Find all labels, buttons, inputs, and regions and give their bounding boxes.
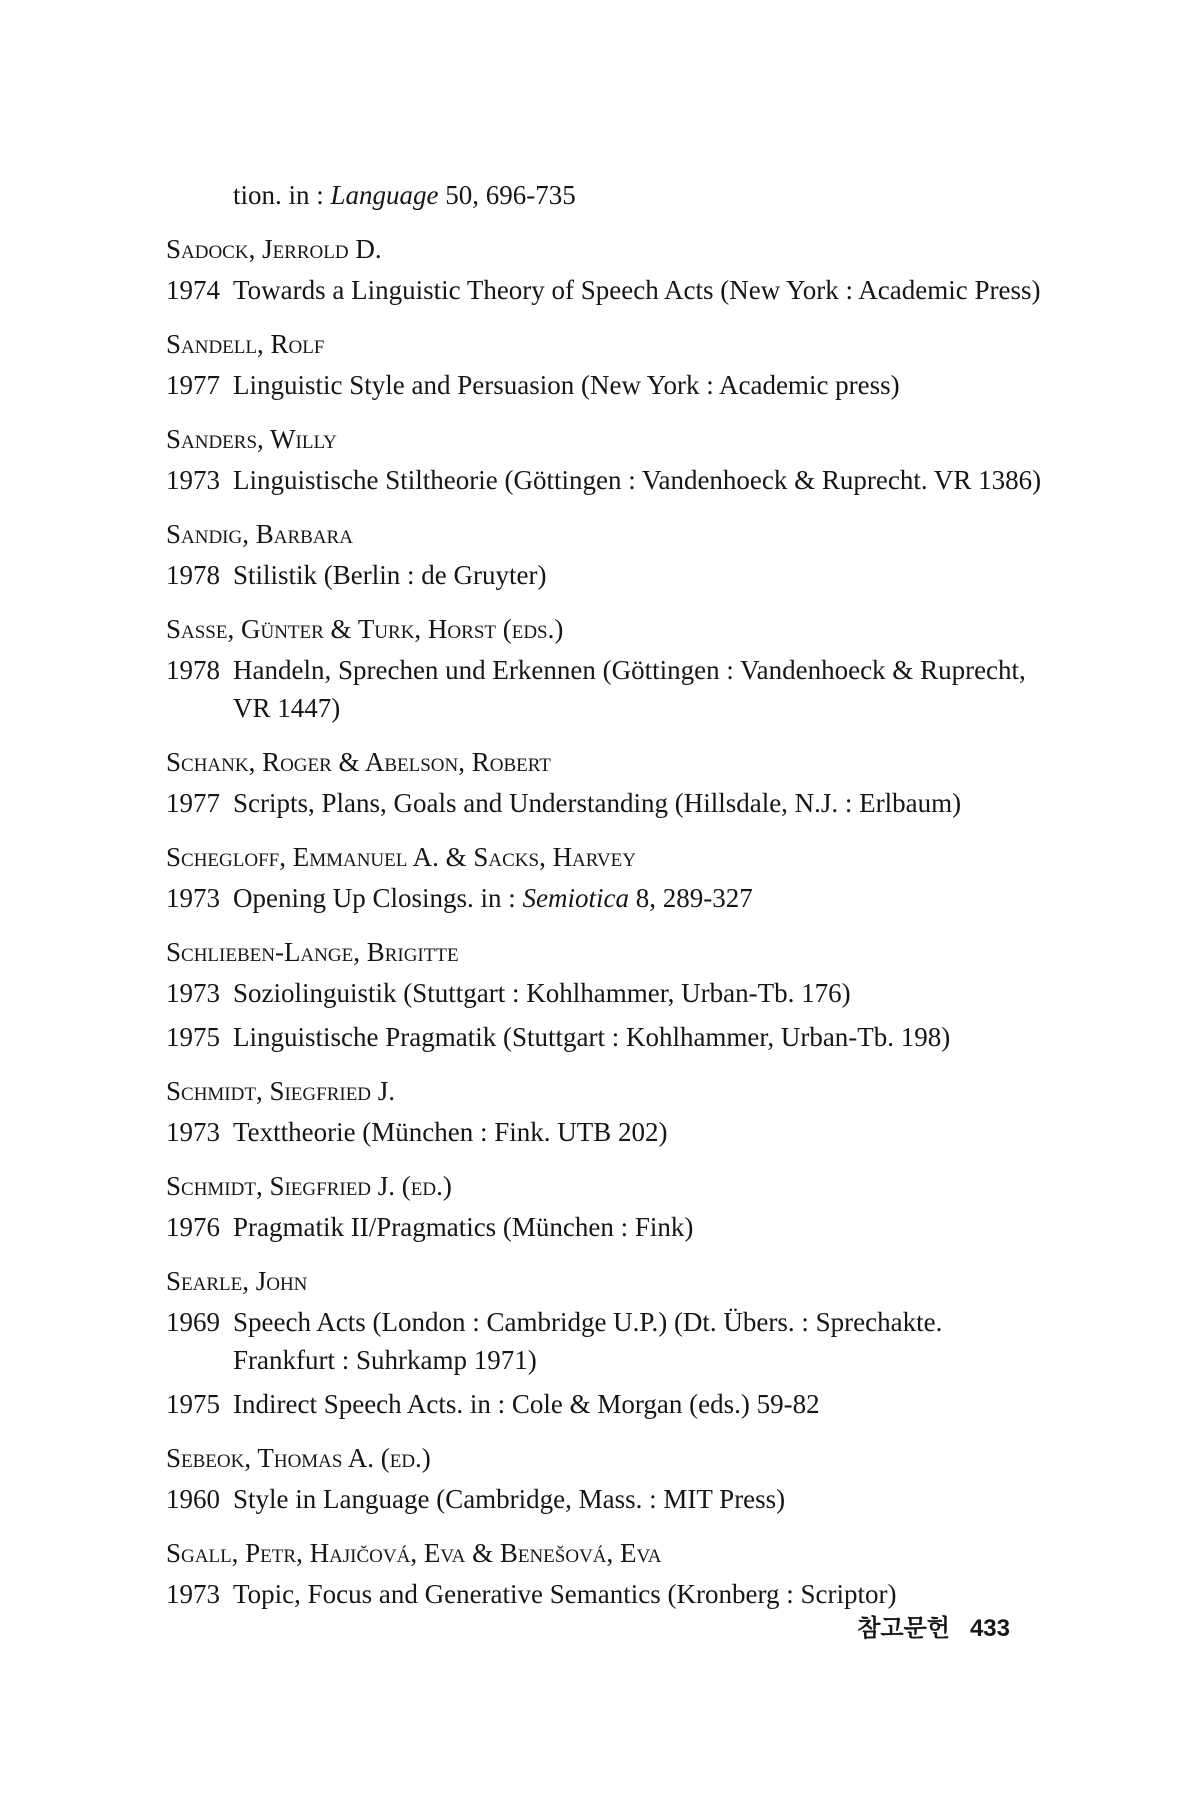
work-text: Scripts, Plans, Goals and Understanding (Hillsdale, N.J. : Erlbaum) [233, 788, 962, 818]
author: Sandig, Barbara [166, 519, 353, 549]
bib-entry [166, 1072, 1046, 1151]
bib-entry [166, 420, 1046, 499]
work [166, 1385, 1046, 1423]
author: Sandell, Rolf [166, 329, 325, 359]
author: Schmidt, Siegfried J. (ed.) [166, 1171, 452, 1201]
year: 1975 [166, 1022, 220, 1052]
work [166, 1208, 1046, 1246]
work-text: Stilistik (Berlin : de Gruyter) [233, 560, 547, 590]
year: 1960 [166, 1484, 220, 1514]
work-text: Texttheorie (München : Fink. UTB 202) [233, 1117, 668, 1147]
author: Sadock, Jerrold D. [166, 234, 382, 264]
continuation-text: tion. in : [233, 180, 331, 210]
bib-entry [166, 230, 1046, 309]
bib-entry [166, 1262, 1046, 1423]
work [166, 651, 1046, 727]
work-text: Pragmatik II/Pragmatics (München : Fink) [233, 1212, 694, 1242]
work-text-pre: Opening Up Closings. in : [233, 883, 523, 913]
work [166, 1575, 1046, 1613]
author: Sasse, Günter & Turk, Horst (eds.) [166, 614, 564, 644]
author: Schlieben-Lange, Brigitte [166, 937, 459, 967]
year: 1978 [166, 655, 220, 685]
work-text: Linguistische Stiltheorie (Göttingen : Vandenhoeck & Ruprecht. VR 1386) [233, 465, 1042, 495]
work [166, 1303, 1046, 1379]
work-text: Handeln, Sprechen und Erkennen (Göttingen : Vandenhoeck & Ruprecht, VR 1447) [233, 655, 1026, 723]
year: 1973 [166, 978, 220, 1008]
bibliography [166, 176, 1046, 1629]
work [166, 366, 1046, 404]
year: 1977 [166, 788, 220, 818]
bib-entry [166, 515, 1046, 594]
year: 1975 [166, 1389, 220, 1419]
bib-entry [166, 610, 1046, 727]
work-text: Soziolinguistik (Stuttgart : Kohlhammer, Urban-Tb. 176) [233, 978, 851, 1008]
bib-entry [166, 933, 1046, 1056]
work [166, 461, 1046, 499]
work-text: Indirect Speech Acts. in : Cole & Morgan (eds.) 59-82 [233, 1389, 820, 1419]
work-text [233, 879, 1046, 917]
work [166, 271, 1046, 309]
journal-title: Language [330, 180, 439, 210]
bib-entry [166, 743, 1046, 822]
year: 1974 [166, 275, 220, 305]
continued-entry [166, 176, 1046, 214]
bib-entry [166, 1439, 1046, 1518]
work [166, 879, 1046, 917]
work [166, 974, 1046, 1012]
work [166, 556, 1046, 594]
bib-entry [166, 1534, 1046, 1613]
year: 1973 [166, 1117, 220, 1147]
author: Searle, John [166, 1266, 308, 1296]
work-text: Topic, Focus and Generative Semantics (Kronberg : Scriptor) [233, 1579, 897, 1609]
year: 1977 [166, 370, 220, 400]
page-number: 433 [969, 1615, 1010, 1642]
year: 1973 [166, 1579, 220, 1609]
work-text: Linguistic Style and Persuasion (New York : Academic press) [233, 370, 900, 400]
work [166, 784, 1046, 822]
author: Sanders, Willy [166, 424, 337, 454]
year: 1973 [166, 883, 220, 913]
year: 1969 [166, 1307, 220, 1337]
page-footer [857, 1610, 1010, 1648]
year: 1978 [166, 560, 220, 590]
bib-entry [166, 325, 1046, 404]
bib-entry [166, 1167, 1046, 1246]
work-text: Towards a Linguistic Theory of Speech Acts (New York : Academic Press) [233, 275, 1041, 305]
work [166, 1113, 1046, 1151]
work [166, 1480, 1046, 1518]
year: 1976 [166, 1212, 220, 1242]
author: Schank, Roger & Abelson, Robert [166, 747, 551, 777]
work-text: Style in Language (Cambridge, Mass. : MIT Press) [233, 1484, 786, 1514]
work-text-post: 8, 289-327 [629, 883, 753, 913]
author: Schmidt, Siegfried J. [166, 1076, 396, 1106]
author: Schegloff, Emmanuel A. & Sacks, Harvey [166, 842, 636, 872]
author: Sgall, Petr, Hajičová, Eva & Benešová, Eva [166, 1538, 662, 1568]
author: Sebeok, Thomas A. (ed.) [166, 1443, 431, 1473]
continuation-details: 50, 696-735 [438, 180, 576, 210]
section-title: 참고문헌 [857, 1616, 950, 1642]
bib-entry [166, 838, 1046, 917]
work [166, 1018, 1046, 1056]
work-text: Linguistische Pragmatik (Stuttgart : Kohlhammer, Urban-Tb. 198) [233, 1022, 951, 1052]
work-text: Speech Acts (London : Cambridge U.P.) (Dt. Übers. : Sprechakte. Frankfurt : Suhrkamp 1971) [233, 1307, 943, 1375]
year: 1973 [166, 465, 220, 495]
journal-title: Semiotica [522, 883, 629, 913]
